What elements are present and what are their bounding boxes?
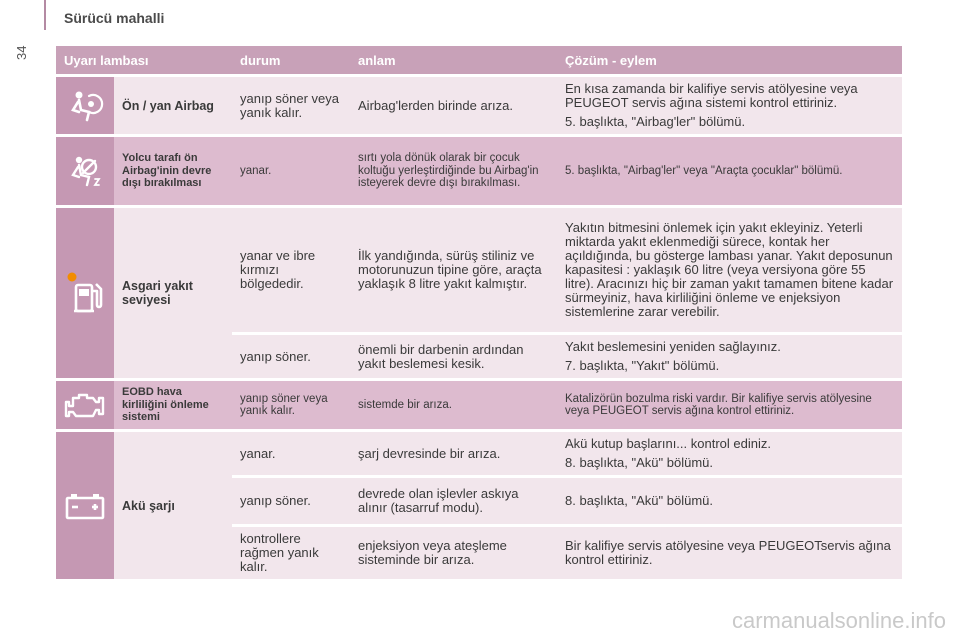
- side-rule: [44, 0, 46, 30]
- lamp-meaning: sırtı yola dönük olarak bir çocuk koltuğu yerleştirdiğinde bu Airbag'in isteyerek devre dışı bırakılması.: [350, 135, 557, 205]
- lamp-name: Yolcu tarafı ön Airbag'inin devre dışı bırakılması: [114, 135, 232, 205]
- lamp-action: Yakıtın bitmesini önlemek için yakıt ekleyiniz. Yeterli miktarda yakıt eklenmediği sürece, kontak her açıldığında, bu gösterge lambası yanar. Yakıt deposunun kapasitesi : yaklaşık 60 litre (veya versiyona göre 55 litre). Aracınızı hiç bir zaman yakıt tamamen bitene kadar sürmeyiniz, hava kirliliğini önleme ve enjeksiyon sistemlerine zarar verebilir.: [557, 206, 902, 332]
- lamp-name: EOBD hava kirliliğini önleme sistemi: [114, 379, 232, 429]
- lamp-state: yanıp söner veya yanık kalır.: [232, 379, 350, 429]
- col-header-state: durum: [232, 46, 350, 74]
- lamp-meaning: önemli bir darbenin ardından yakıt beslemesi kesik.: [350, 333, 557, 378]
- lamp-name: Ön / yan Airbag: [114, 75, 232, 134]
- lamp-state: yanar.: [232, 430, 350, 475]
- lamp-state: kontrollere rağmen yanık kalır.: [232, 525, 350, 579]
- lamp-action: Bir kalifiye servis atölyesine veya PEUGEOTservis ağına kontrol ettiriniz.: [557, 525, 902, 579]
- col-header-action: Çözüm - eylem: [557, 46, 902, 74]
- col-header-meaning: anlam: [350, 46, 557, 74]
- lamp-action: Katalizörün bozulma riski vardır. Bir kalifiye servis atölyesine veya PEUGEOT servis ağına kontrol ettiriniz.: [557, 379, 902, 429]
- warning-lamp-table: [56, 45, 902, 580]
- table-row: [56, 379, 902, 429]
- table-row: [56, 430, 902, 475]
- lamp-icon-cell: [56, 206, 114, 378]
- airbag-icon: [65, 86, 105, 126]
- lamp-action: Akü kutup başlarını... kontrol ediniz. 8. başlıkta, "Akü" bölümü.: [557, 430, 902, 475]
- lamp-state: yanıp söner.: [232, 333, 350, 378]
- watermark: carmanualsonline.info: [731, 608, 946, 633]
- table-row: [56, 135, 902, 205]
- table-row: [56, 206, 902, 332]
- lamp-meaning: İlk yandığında, sürüş stiliniz ve motorunuzun tipine göre, araçta yaklaşık 8 litre yakıt kalmıştır.: [350, 206, 557, 332]
- airbag-off-icon: [65, 151, 105, 191]
- lamp-meaning: Airbag'lerden birinde arıza.: [350, 75, 557, 134]
- fuel-pump-icon: [64, 269, 106, 317]
- lamp-name: Akü şarjı: [114, 430, 232, 579]
- page-number: 34: [14, 45, 29, 60]
- lamp-state: yanıp söner veya yanık kalır.: [232, 75, 350, 134]
- lamp-state: yanıp söner.: [232, 476, 350, 524]
- lamp-meaning: şarj devresinde bir arıza.: [350, 430, 557, 475]
- lamp-icon-cell: [56, 430, 114, 579]
- lamp-action: 5. başlıkta, "Airbag'ler" veya "Araçta çocuklar" bölümü.: [557, 135, 902, 205]
- battery-icon: [63, 491, 107, 521]
- table-header-row: [56, 46, 902, 74]
- col-header-lamp: Uyarı lambası: [56, 46, 232, 74]
- lamp-meaning: sistemde bir arıza.: [350, 379, 557, 429]
- lamp-meaning: enjeksiyon veya ateşleme sisteminde bir arıza.: [350, 525, 557, 579]
- lamp-icon-cell: [56, 379, 114, 429]
- lamp-name: Asgari yakıt seviyesi: [114, 206, 232, 378]
- engine-check-icon: [63, 388, 107, 422]
- lamp-action: Yakıt beslemesini yeniden sağlayınız. 7. başlıkta, "Yakıt" bölümü.: [557, 333, 902, 378]
- lamp-meaning: devrede olan işlevler askıya alınır (tasarruf modu).: [350, 476, 557, 524]
- section-title: Sürücü mahalli: [64, 10, 165, 26]
- lamp-icon-cell: [56, 135, 114, 205]
- lamp-action: 8. başlıkta, "Akü" bölümü.: [557, 476, 902, 524]
- table-row: [56, 75, 902, 134]
- lamp-action: En kısa zamanda bir kalifiye servis atölyesine veya PEUGEOT servis ağına sistemi kontrol ettiriniz. 5. başlıkta, "Airbag'ler" bölümü.: [557, 75, 902, 134]
- lamp-state: yanar ve ibre kırmızı bölgededir.: [232, 206, 350, 332]
- lamp-state: yanar.: [232, 135, 350, 205]
- lamp-icon-cell: [56, 75, 114, 134]
